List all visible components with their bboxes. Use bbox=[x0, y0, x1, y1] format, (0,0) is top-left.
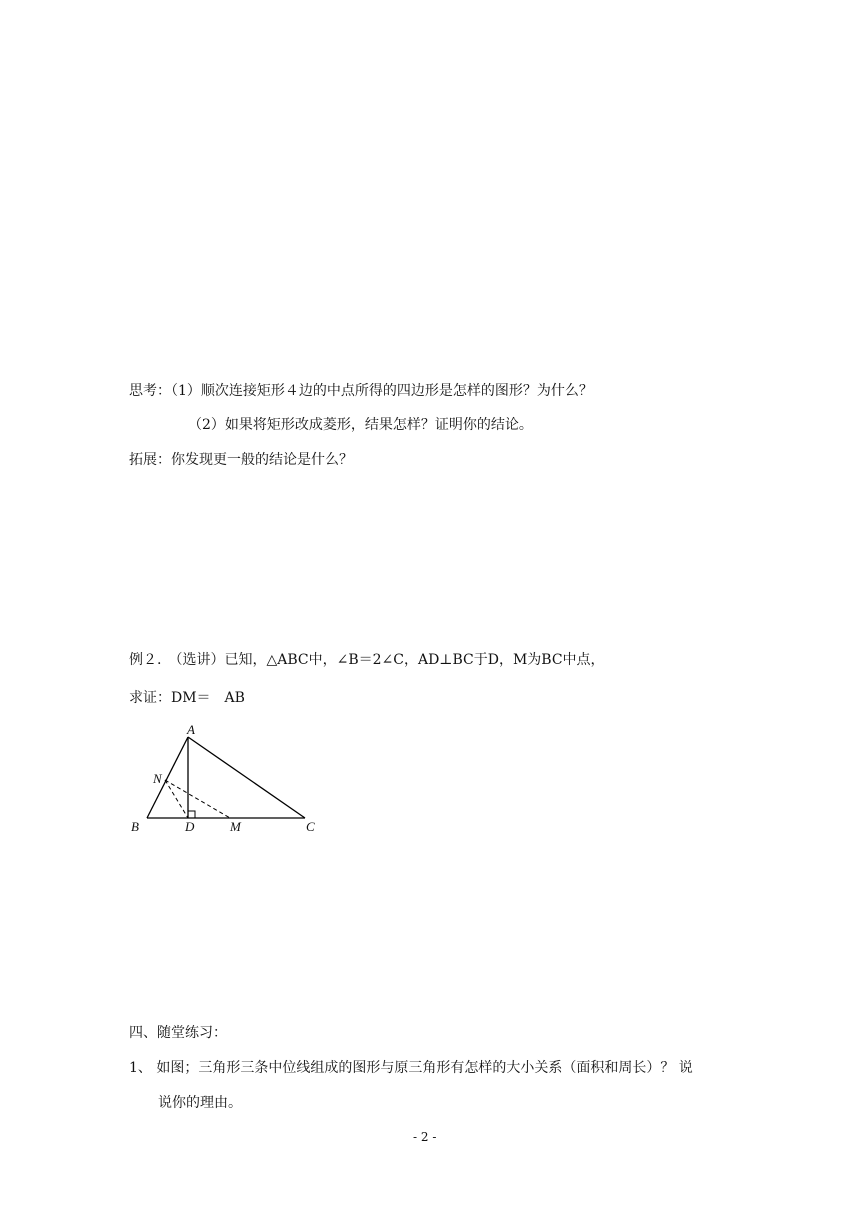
dashed-nm bbox=[165, 780, 230, 818]
exercise-1-line-1: 1、 如图；三角形三条中位线组成的图形与原三角形有怎样的大小关系（面积和周长）？ 说 bbox=[129, 1060, 693, 1076]
example-2-statement: 例２. （选讲）已知，△ABC中，∠B＝2∠C，AD⊥BC于D，M为BC中点， bbox=[129, 652, 605, 668]
label-n: N bbox=[153, 771, 162, 786]
label-m: M bbox=[230, 819, 241, 834]
right-angle-mark bbox=[188, 811, 195, 818]
think-question-1: 思考：（1）顺次连接矩形４边的中点所得的四边形是怎样的图形？为什么？ bbox=[129, 383, 593, 399]
exercise-1-line-2: 说你的理由。 bbox=[158, 1095, 242, 1111]
label-b: B bbox=[131, 819, 139, 834]
extend-question: 拓展：你发现更一般的结论是什么？ bbox=[129, 452, 353, 468]
side-ac bbox=[188, 737, 305, 818]
page-number: - 2 - bbox=[413, 1130, 437, 1144]
label-a: A bbox=[187, 722, 195, 737]
prove-statement: 求证：DM＝ AB bbox=[129, 690, 245, 706]
label-d: D bbox=[185, 819, 195, 834]
think-question-2: （2）如果将矩形改成菱形，结果怎样？证明你的结论。 bbox=[188, 417, 533, 433]
label-c: C bbox=[306, 819, 315, 834]
dashed-nd bbox=[165, 780, 188, 818]
section-4-title: 四、随堂练习： bbox=[129, 1025, 227, 1041]
